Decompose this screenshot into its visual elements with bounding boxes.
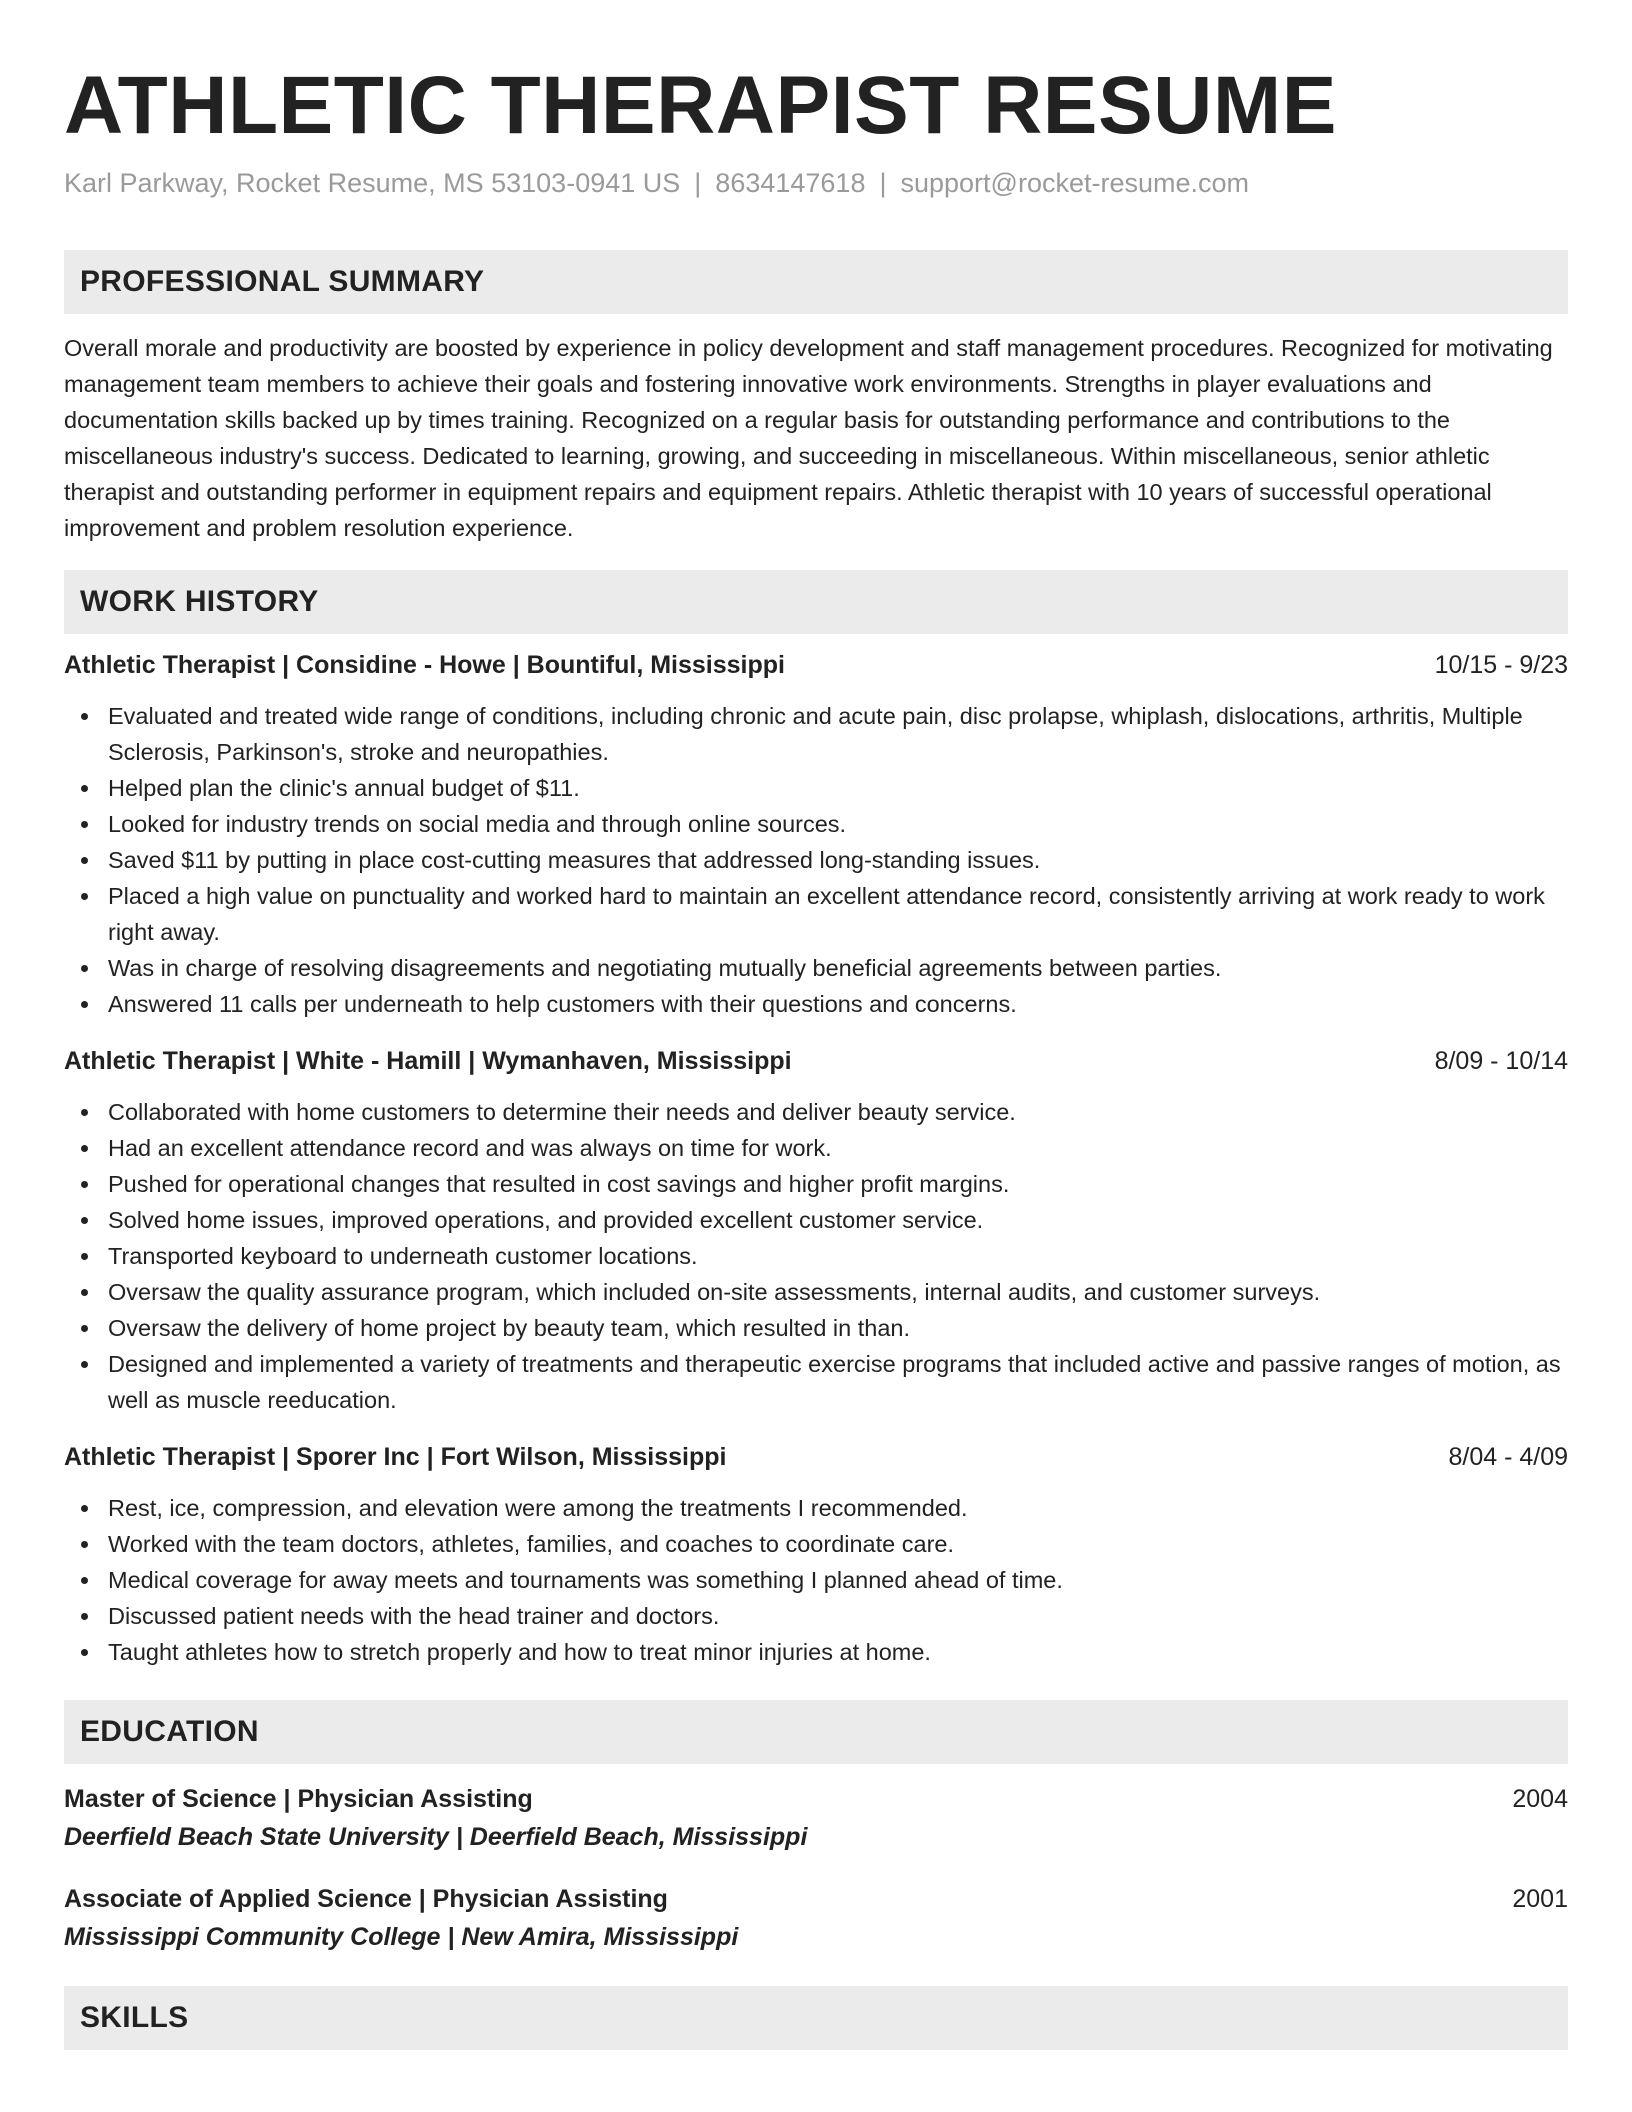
- job-dates: 8/09 - 10/14: [1434, 1047, 1568, 1075]
- job-header: [64, 1044, 1568, 1078]
- education-year: 2001: [1512, 1885, 1568, 1913]
- job-bullet: Had an excellent attendance record and was always on time for work.: [108, 1130, 1568, 1166]
- job-title: Athletic Therapist | White - Hamill | Wymanhaven, Mississippi: [64, 1047, 792, 1075]
- job-bullet: Answered 11 calls per underneath to help customers with their questions and concerns.: [108, 986, 1568, 1022]
- job-bullet-list: [64, 698, 1568, 1022]
- job-bullet: Medical coverage for away meets and tournaments was something I planned ahead of time.: [108, 1562, 1568, 1598]
- job-bullet: Placed a high value on punctuality and worked hard to maintain an excellent attendance record, consistently arriving at work ready to work right away.: [108, 878, 1568, 950]
- resume-title: ATHLETIC THERAPIST RESUME: [64, 60, 1337, 151]
- section-header-education: EDUCATION: [64, 1700, 1568, 1764]
- job-bullet: Collaborated with home customers to determine their needs and deliver beauty service.: [108, 1094, 1568, 1130]
- section-header-skills: SKILLS: [64, 1986, 1568, 2050]
- education-year: 2004: [1512, 1785, 1568, 1813]
- resume-page: [64, 0, 1568, 2050]
- job-dates: 8/04 - 4/09: [1448, 1443, 1568, 1471]
- job-bullet: Helped plan the clinic's annual budget of $11.: [108, 770, 1568, 806]
- summary-text: Overall morale and productivity are boosted by experience in policy development and staff management procedures. Recognized for motivating management team members to achieve their goals and fostering innovative work environments. Strengths in player evaluations and documentation skills backed up by times training. Recognized on a regular basis for outstanding performance and contributions to the miscellaneous industry's success. Dedicated to learning, growing, and succeeding in miscellaneous. Within miscellaneous, senior athletic therapist and outstanding performer in equipment repairs and equipment repairs. Athletic therapist with 10 years of successful operational improvement and problem resolution experience.: [64, 335, 1553, 541]
- job-bullet: Designed and implemented a variety of treatments and therapeutic exercise programs that included active and passive ranges of motion, as well as muscle reeducation.: [108, 1346, 1568, 1418]
- contact-email: support@rocket-resume.com: [900, 168, 1250, 198]
- education-header: [64, 1782, 1568, 1816]
- job-dates: 10/15 - 9/23: [1434, 651, 1568, 679]
- job-title: Athletic Therapist | Sporer Inc | Fort Wilson, Mississippi: [64, 1443, 727, 1471]
- contact-separator: |: [694, 168, 702, 198]
- education-degree: Associate of Applied Science | Physician Assisting: [64, 1885, 668, 1913]
- job-bullet: Pushed for operational changes that resulted in cost savings and higher profit margins.: [108, 1166, 1568, 1202]
- contact-separator: |: [879, 168, 887, 198]
- education-school: Deerfield Beach State University | Deerfield Beach, Mississippi: [64, 1823, 808, 1851]
- job-bullet: Saved $11 by putting in place cost-cutting measures that addressed long-standing issues.: [108, 842, 1568, 878]
- job-bullet: Worked with the team doctors, athletes, families, and coaches to coordinate care.: [108, 1526, 1568, 1562]
- job-header: [64, 1440, 1568, 1474]
- job-bullet: Taught athletes how to stretch properly and how to treat minor injuries at home.: [108, 1634, 1568, 1670]
- education-degree: Master of Science | Physician Assisting: [64, 1785, 533, 1813]
- job-bullet: Discussed patient needs with the head trainer and doctors.: [108, 1598, 1568, 1634]
- education-school: Mississippi Community College | New Amira, Mississippi: [64, 1923, 739, 1951]
- job-header: [64, 648, 1568, 682]
- job-title: Athletic Therapist | Considine - Howe | Bountiful, Mississippi: [64, 651, 785, 679]
- job-bullet-list: [64, 1490, 1568, 1670]
- job-bullet: Was in charge of resolving disagreements and negotiating mutually beneficial agreements between parties.: [108, 950, 1568, 986]
- job-bullet: Looked for industry trends on social media and through online sources.: [108, 806, 1568, 842]
- job-bullet-list: [64, 1094, 1568, 1418]
- job-bullet: Evaluated and treated wide range of conditions, including chronic and acute pain, disc prolapse, whiplash, dislocations, arthritis, Multiple Sclerosis, Parkinson's, stroke and neuropathies.: [108, 698, 1568, 770]
- section-header-summary: PROFESSIONAL SUMMARY: [64, 250, 1568, 314]
- job-bullet: Solved home issues, improved operations, and provided excellent customer service.: [108, 1202, 1568, 1238]
- education-header: [64, 1882, 1568, 1916]
- job-bullet: Transported keyboard to underneath customer locations.: [108, 1238, 1568, 1274]
- contact-address: Karl Parkway, Rocket Resume, MS 53103-0941 US: [64, 168, 681, 198]
- job-bullet: Oversaw the quality assurance program, which included on-site assessments, internal audits, and customer surveys.: [108, 1274, 1568, 1310]
- job-bullet: Rest, ice, compression, and elevation were among the treatments I recommended.: [108, 1490, 1568, 1526]
- contact-line: [64, 166, 1568, 200]
- contact-phone: 8634147618: [715, 168, 866, 198]
- section-header-work-history: WORK HISTORY: [64, 570, 1568, 634]
- job-bullet: Oversaw the delivery of home project by beauty team, which resulted in than.: [108, 1310, 1568, 1346]
